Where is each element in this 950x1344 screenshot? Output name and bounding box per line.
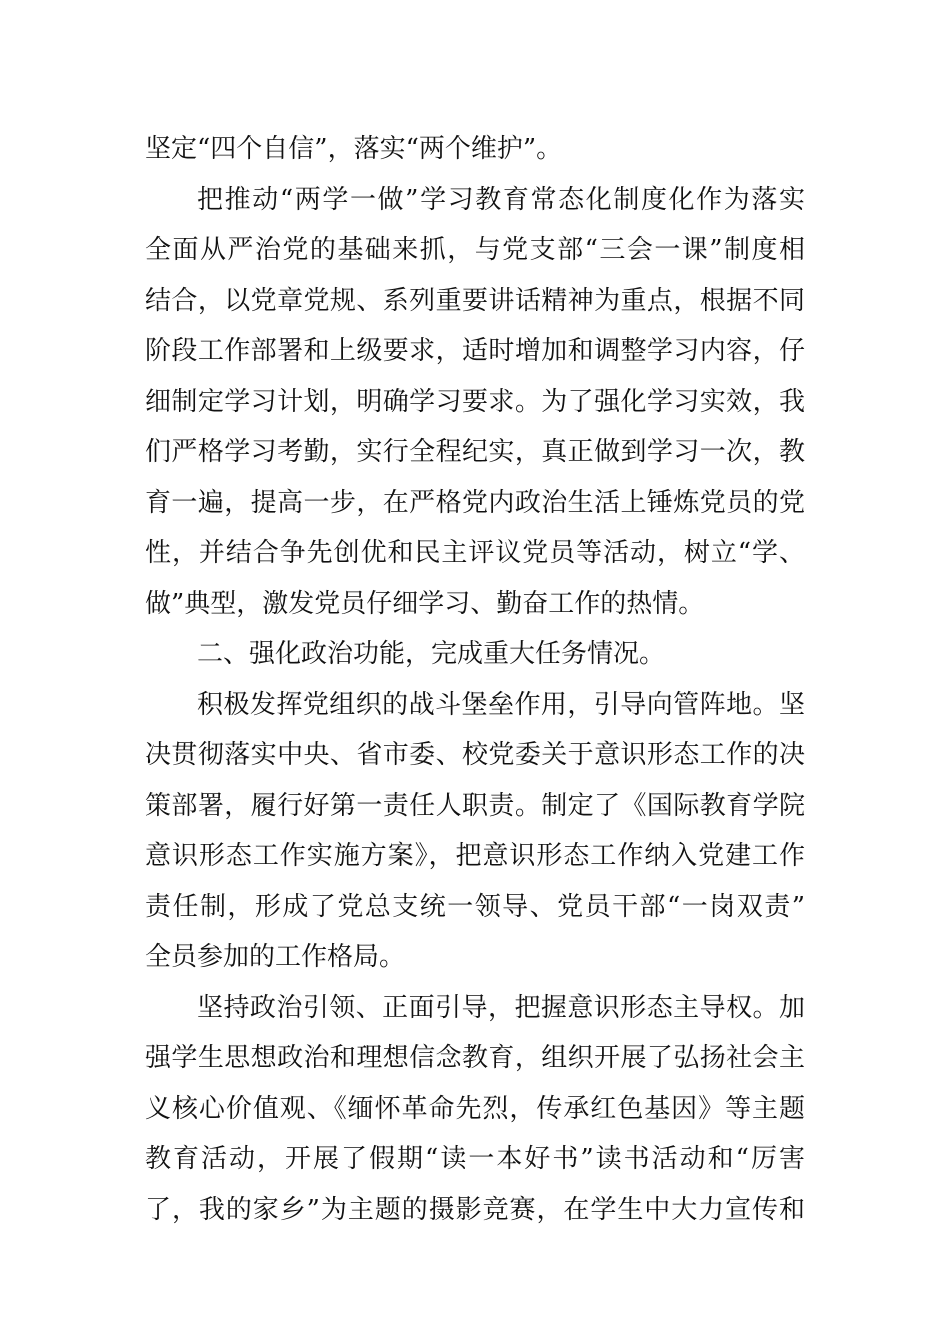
text-line: 结合，以党章党规、系列重要讲话精神为重点，根据不同 — [145, 285, 805, 316]
text-line: 把推动“两学一做”学习教育常态化制度化作为落实 — [197, 184, 805, 215]
text-line: 做”典型，激发党员仔细学习、勤奋工作的热情。 — [145, 588, 705, 619]
text-line: 性，并结合争先创优和民主评议党员等活动，树立“学、 — [145, 538, 805, 568]
text-line: 们严格学习考勤，实行全程纪实，真正做到学习一次，教 — [145, 437, 805, 467]
text-line: 决贯彻落实中央、省市委、校党委关于意识形态工作的决 — [145, 740, 805, 770]
text-line: 强学生思想政治和理想信念教育，组织开展了弘扬社会主 — [145, 1043, 805, 1073]
text-line: 坚持政治引领、正面引导，把握意识形态主导权。加 — [197, 992, 805, 1023]
text-line: 全面从严治党的基础来抓，与党支部“三会一课”制度相 — [145, 235, 805, 265]
text-line: 意识形态工作实施方案》，把意识形态工作纳入党建工作 — [145, 841, 805, 871]
text-line: 二、强化政治功能，完成重大任务情况。 — [197, 639, 666, 669]
text-line: 责任制，形成了党总支统一领导、党员干部“一岗双责” — [145, 891, 805, 922]
text-line: 了，我的家乡”为主题的摄影竞赛，在学生中大力宣传和 — [145, 1194, 805, 1225]
text-line: 细制定学习计划，明确学习要求。为了强化学习实效，我 — [145, 386, 805, 417]
text-line: 阶段工作部署和上级要求，适时增加和调整学习内容，仔 — [145, 336, 805, 366]
text-line: 策部署，履行好第一责任人职责。制定了《国际教育学院 — [145, 790, 805, 821]
text-line: 坚定“四个自信”，落实“两个维护”。 — [145, 134, 563, 164]
text-line: 全员参加的工作格局。 — [145, 942, 406, 972]
text-line: 教育活动，开展了假期“读一本好书”读书活动和“厉害 — [145, 1144, 805, 1174]
text-line: 义核心价值观、《缅怀革命先烈，传承红色基因》等主题 — [145, 1093, 805, 1124]
document-body — [145, 124, 805, 1235]
text-line: 积极发挥党组织的战斗堡垒作用，引导向管阵地。坚 — [197, 689, 805, 720]
text-line: 育一遍，提高一步，在严格党内政治生活上锤炼党员的党 — [145, 487, 805, 518]
